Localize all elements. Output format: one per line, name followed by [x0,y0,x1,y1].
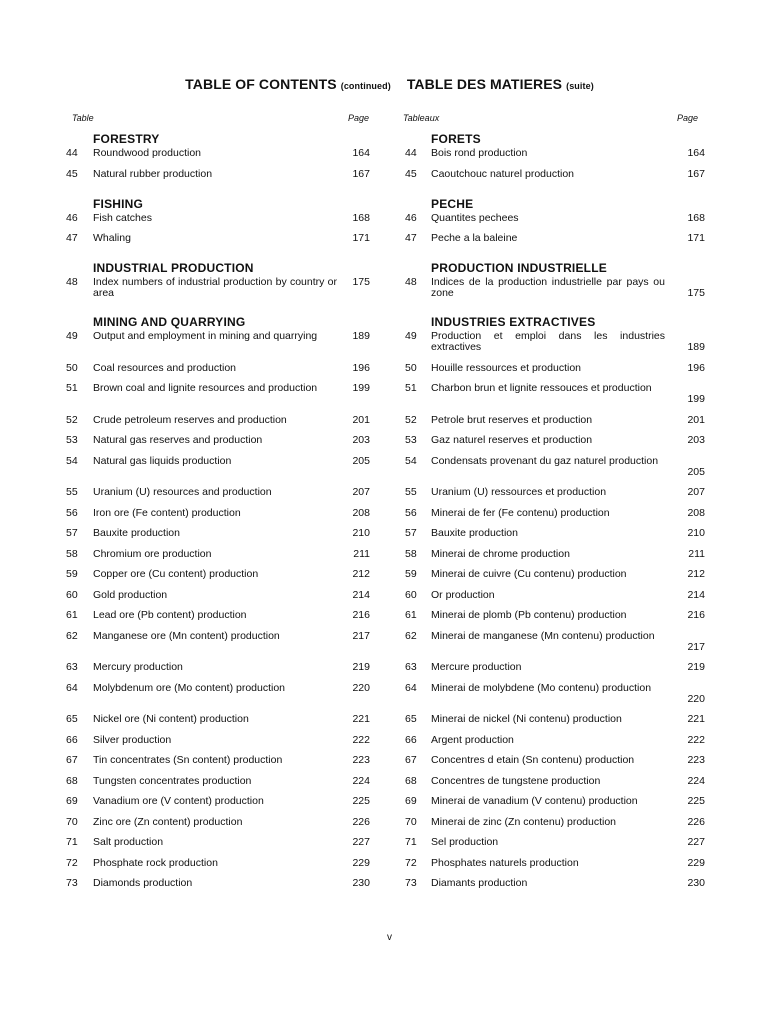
entry-title: Tin concentrates (Sn content) production [93,754,283,766]
entry-page-number: 164 [687,147,705,159]
french-contents-column [403,128,705,910]
section-heading-row [64,311,374,331]
entry-table-number: 51 [405,382,417,394]
toc-entry [403,569,705,590]
toc-entry [403,363,705,384]
entry-title: Minerai de molybdene (Mo contenu) production [431,681,652,694]
entry-page-number: 171 [687,232,705,244]
toc-entry [403,858,705,879]
entry-page-number: 201 [687,413,705,426]
toc-entry [403,796,705,817]
entry-title: Houille ressources et production [431,361,581,374]
entry-page-number: 205 [687,465,705,478]
toc-entry [403,277,705,311]
entry-page-number: 189 [352,330,370,342]
entry-title: Charbon brun et lignite ressouces et production [431,382,652,394]
entry-table-number: 58 [405,547,417,560]
entry-table-number: 70 [405,815,417,828]
entry-page-number: 168 [352,211,370,224]
entry-title: Gaz naturel reserves et production [431,434,593,446]
entry-page-number: 212 [687,568,705,580]
toc-entry [403,735,705,756]
entry-table-number: 53 [405,434,417,446]
entry-table-number: 44 [66,147,78,159]
toc-entry [403,590,705,611]
toc-entry [64,148,374,169]
entry-title: Vanadium ore (V content) production [93,795,264,807]
entry-page-number: 230 [687,877,705,889]
section-heading-row [403,257,705,277]
section-title: PRODUCTION INDUSTRIELLE [431,261,607,275]
toc-entry [403,817,705,838]
entry-title: Concentres de tungstene production [431,774,601,787]
toc-entry [64,383,374,415]
entry-title: Minerai de vanadium (V contenu) production [431,795,638,807]
entry-page-number: 229 [352,856,370,869]
entry-table-number: 54 [405,454,417,467]
entry-title: Output and employment in mining and quarrying [93,330,318,342]
entry-page-number: 210 [352,527,370,539]
toc-entry [64,435,374,456]
entry-table-number: 56 [66,506,78,519]
entry-table-number: 55 [66,486,78,498]
entry-table-number: 50 [405,361,417,374]
entry-table-number: 49 [66,330,78,342]
entry-table-number: 45 [66,167,78,180]
entry-title: Natural rubber production [93,167,213,180]
toc-entry [64,837,374,858]
toc-entry [64,456,374,488]
entry-table-number: 61 [66,609,78,621]
entry-title: Production et emploi dans les industries extractives [431,330,665,353]
entry-table-number: 69 [66,795,78,807]
toc-entry [403,487,705,508]
section-title: MINING AND QUARRYING [93,315,246,329]
entry-page-number: 229 [687,856,705,869]
entry-table-number: 54 [66,454,78,467]
toc-entry [403,528,705,549]
toc-entry [64,662,374,683]
entry-page-number: 210 [687,527,705,539]
entry-page-number: 208 [352,506,370,519]
section-heading-row [403,128,705,148]
section-title: FORETS [431,132,481,146]
entry-title: Coal resources and production [93,361,237,374]
toc-entry [403,383,705,415]
entry-title: Roundwood production [93,147,201,159]
toc-entry [403,331,705,363]
toc-entry [403,631,705,663]
entry-table-number: 52 [66,413,78,426]
entry-page-number: 220 [687,692,705,705]
entry-table-number: 57 [66,527,78,539]
toc-entry [64,683,374,715]
entry-table-number: 73 [405,877,417,889]
entry-table-number: 46 [405,211,417,224]
toc-entry [64,714,374,735]
entry-title: Mercure production [431,661,522,673]
entry-table-number: 45 [405,167,417,180]
entry-table-number: 66 [66,733,78,746]
english-contents-column [64,128,374,899]
entry-title: Molybdenum ore (Mo content) production [93,681,286,694]
entry-table-number: 50 [66,361,78,374]
toc-entry [64,169,374,193]
entry-page-number: 225 [352,795,370,807]
toc-entry [64,233,374,257]
entry-page-number: 189 [687,341,705,353]
entry-page-number: 216 [687,609,705,621]
toc-entry [64,776,374,797]
entry-page-number: 164 [352,147,370,159]
section-heading-row [64,257,374,277]
entry-table-number: 59 [66,568,78,580]
entry-page-number: 224 [352,774,370,787]
entry-page-number: 167 [352,167,370,180]
section-title: FORESTRY [93,132,160,146]
entry-table-number: 65 [66,713,78,725]
entry-table-number: 48 [405,276,417,288]
entry-title: Natural gas liquids production [93,454,232,467]
toc-entry [403,878,705,910]
toc-entry [64,796,374,817]
entry-title: Indices de la production industrielle par pays ou zone [431,276,665,299]
page-title [0,76,779,92]
entry-page-number: 171 [352,232,370,244]
entry-page-number: 208 [687,506,705,519]
entry-title: Minerai de nickel (Ni contenu) production [431,713,622,725]
section-heading-row [403,311,705,331]
toc-entry [403,549,705,570]
toc-entry [403,415,705,436]
toc-entry [64,415,374,436]
section-heading-row [64,128,374,148]
entry-page-number: 223 [352,754,370,766]
toc-entry [64,631,374,663]
entry-table-number: 51 [66,382,78,394]
toc-entry [403,456,705,488]
toc-entry [403,169,705,193]
entry-title: Silver production [93,733,172,746]
entry-page-number: 222 [687,733,705,746]
entry-table-number: 53 [66,434,78,446]
entry-page-number: 203 [687,434,705,446]
entry-title: Petrole brut reserves et production [431,413,593,426]
entry-page-number: 214 [687,588,705,601]
toc-entry [64,817,374,838]
entry-table-number: 58 [66,547,78,560]
entry-title: Minerai de fer (Fe contenu) production [431,506,610,519]
entry-table-number: 73 [66,877,78,889]
entry-title: Nickel ore (Ni content) production [93,713,249,725]
entry-page-number: 205 [352,454,370,467]
entry-table-number: 63 [405,661,417,673]
entry-table-number: 72 [66,856,78,869]
toc-entry [64,755,374,776]
section-title: INDUSTRIAL PRODUCTION [93,261,254,275]
entry-table-number: 65 [405,713,417,725]
entry-page-number: 225 [687,795,705,807]
toc-entry [64,735,374,756]
entry-title: Salt production [93,836,164,848]
entry-title: Gold production [93,588,168,601]
entry-page-number: 199 [687,393,705,405]
entry-title: Uranium (U) ressources et production [431,486,607,498]
entry-table-number: 71 [66,836,78,848]
entry-title: Minerai de zinc (Zn contenu) production [431,815,617,828]
entry-title: Minerai de chrome production [431,547,570,560]
toc-entry [403,662,705,683]
entry-page-number: 223 [687,754,705,766]
entry-title: Iron ore (Fe content) production [93,506,241,519]
entry-title: Phosphates naturels production [431,856,579,869]
toc-entry [403,610,705,631]
entry-page-number: 168 [687,211,705,224]
toc-entry [64,878,374,899]
entry-table-number: 72 [405,856,417,869]
entry-table-number: 69 [405,795,417,807]
entry-table-number: 62 [66,629,78,642]
entry-table-number: 70 [66,815,78,828]
entry-table-number: 44 [405,147,417,159]
entry-page-number: 201 [352,413,370,426]
section-title: INDUSTRIES EXTRACTIVES [431,315,596,329]
left-column-header-table: Table [72,113,94,123]
section-title: FISHING [93,196,144,211]
entry-title: Minerai de manganese (Mn contenu) production [431,629,655,642]
toc-entry [64,549,374,570]
entry-page-number: 175 [352,276,370,288]
toc-entry [403,148,705,169]
entry-table-number: 66 [405,733,417,746]
entry-table-number: 56 [405,506,417,519]
title-english-suffix: (continued) [340,81,391,91]
entry-title: Copper ore (Cu content) production [93,568,259,580]
entry-title: Whaling [93,232,131,244]
entry-title: Uranium (U) resources and production [93,486,272,498]
right-column-header-page: Page [677,113,699,123]
toc-entry [403,755,705,776]
entry-title: Peche a la baleine [431,232,518,244]
toc-entry [64,213,374,234]
section-title: PECHE [431,196,474,211]
entry-page-number: 207 [687,486,705,498]
entry-table-number: 59 [405,568,417,580]
toc-entry [64,528,374,549]
entry-title: Index numbers of industrial production by country or area [93,276,337,299]
entry-title: Bauxite production [431,527,518,539]
entry-table-number: 64 [66,681,78,694]
entry-page-number: 212 [352,568,370,580]
entry-title: Bois rond production [431,147,528,159]
entry-page-number: 211 [688,547,705,560]
entry-title: Manganese ore (Mn content) production [93,629,280,642]
entry-page-number: 211 [353,547,370,560]
entry-table-number: 48 [66,276,78,288]
toc-entry [64,487,374,508]
title-english: TABLE OF CONTENTS [185,76,337,92]
entry-page-number: 220 [352,681,370,694]
entry-table-number: 60 [66,588,78,601]
entry-page-number: 222 [352,733,370,746]
entry-page-number: 227 [687,836,705,848]
entry-table-number: 46 [66,211,78,224]
toc-entry [64,331,374,363]
entry-title: Zinc ore (Zn content) production [93,815,243,828]
entry-title: Phosphate rock production [93,856,218,869]
entry-title: Argent production [431,733,514,746]
section-heading-row [64,193,374,213]
toc-entry [64,858,374,879]
entry-page-number: 230 [352,877,370,889]
entry-page-number: 226 [352,815,370,828]
page-number: v [387,932,392,943]
entry-page-number: 175 [687,287,705,299]
entry-table-number: 63 [66,661,78,673]
entry-title: Minerai de cuivre (Cu contenu) production [431,568,627,580]
entry-title: Natural gas reserves and production [93,434,263,446]
entry-title: Caoutchouc naturel production [431,167,575,180]
toc-entry [64,363,374,384]
entry-table-number: 49 [405,330,417,342]
entry-page-number: 203 [352,434,370,446]
entry-table-number: 62 [405,629,417,642]
entry-title: Concentres d etain (Sn contenu) production [431,754,635,766]
entry-page-number: 219 [352,661,370,673]
toc-entry [64,610,374,631]
entry-table-number: 64 [405,681,417,694]
title-french: TABLE DES MATIERES [406,76,563,92]
entry-page-number: 214 [352,588,370,601]
entry-page-number: 216 [352,609,370,621]
entry-page-number: 219 [687,661,705,673]
entry-title: Or production [431,588,495,601]
entry-table-number: 57 [405,527,417,539]
title-french-suffix: (suite) [566,81,594,91]
entry-page-number: 221 [687,713,705,725]
entry-title: Chromium ore production [93,547,212,560]
entry-page-number: 224 [687,774,705,787]
entry-title: Lead ore (Pb content) production [93,609,247,621]
entry-page-number: 196 [352,361,370,374]
toc-entry [64,508,374,529]
entry-table-number: 55 [405,486,417,498]
entry-title: Quantites pechees [431,211,519,224]
entry-page-number: 217 [687,640,705,653]
entry-title: Bauxite production [93,527,180,539]
entry-title: Condensats provenant du gaz naturel production [431,454,659,467]
entry-table-number: 67 [405,754,417,766]
entry-table-number: 68 [405,774,417,787]
toc-entry [403,435,705,456]
section-heading-row [403,193,705,213]
entry-title: Fish catches [93,211,152,224]
toc-entry [403,213,705,234]
left-column-header-page: Page [348,113,370,123]
entry-table-number: 67 [66,754,78,766]
toc-entry [403,233,705,257]
toc-entry [64,569,374,590]
entry-title: Crude petroleum reserves and production [93,413,287,426]
entry-page-number: 199 [352,382,370,394]
entry-title: Tungsten concentrates production [93,774,252,787]
toc-entry [403,776,705,797]
entry-table-number: 47 [405,232,417,244]
entry-page-number: 221 [352,713,370,725]
entry-title: Sel production [431,836,499,848]
toc-entry [64,277,374,311]
entry-page-number: 167 [687,167,705,180]
entry-page-number: 207 [352,486,370,498]
right-column-header-table: Tableaux [403,113,440,123]
entry-table-number: 61 [405,609,417,621]
entry-title: Diamants production [431,877,528,889]
toc-entry [403,837,705,858]
entry-table-number: 68 [66,774,78,787]
entry-title: Mercury production [93,661,183,673]
entry-title: Diamonds production [93,877,193,889]
entry-title: Minerai de plomb (Pb contenu) production [431,609,627,621]
toc-entry [403,714,705,735]
entry-title: Brown coal and lignite resources and production [93,382,318,394]
entry-table-number: 47 [66,232,78,244]
entry-table-number: 71 [405,836,417,848]
entry-table-number: 52 [405,413,417,426]
toc-entry [64,590,374,611]
entry-page-number: 227 [352,836,370,848]
toc-entry [403,683,705,715]
entry-page-number: 196 [687,361,705,374]
entry-page-number: 217 [352,629,370,642]
entry-page-number: 226 [687,815,705,828]
toc-entry [403,508,705,529]
entry-table-number: 60 [405,588,417,601]
